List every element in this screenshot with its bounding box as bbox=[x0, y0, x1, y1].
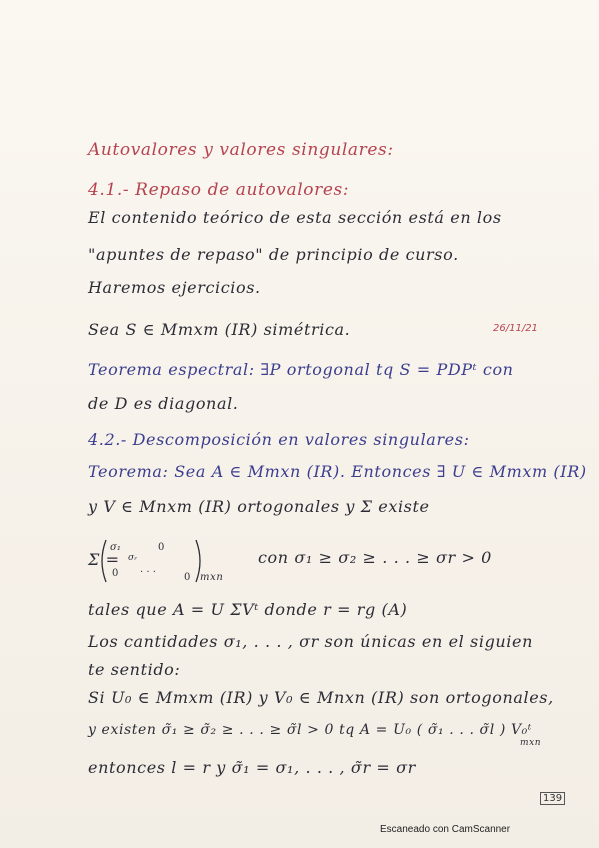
scanner-watermark: Escaneado con CamScanner bbox=[380, 824, 511, 835]
entonces-line: entonces l = r y σ̃₁ = σ₁, . . . , σ̃r = σr bbox=[88, 758, 416, 777]
tales-que-line: tales que A = U ΣVᵗ donde r = rg (A) bbox=[88, 600, 408, 619]
svg-text:. . .: . . . bbox=[140, 564, 156, 575]
paragraph-line-3: Haremos ejercicios. bbox=[88, 278, 261, 297]
svg-text:σ₁: σ₁ bbox=[110, 542, 121, 553]
uniqueness-line-1: Los cantidades σ₁, . . . , σr son únicas en el siguien bbox=[88, 632, 534, 651]
theorem-spectral-line-2: de D es diagonal. bbox=[88, 394, 239, 413]
page-title: Autovalores y valores singulares: bbox=[88, 140, 394, 160]
sea-statement: Sea S ∈ Mmxm (IR) simétrica. bbox=[88, 320, 351, 339]
sigma-condition: con σ₁ ≥ σ₂ ≥ . . . ≥ σr > 0 bbox=[258, 548, 492, 567]
page-number: 139 bbox=[540, 792, 565, 805]
si-line-1: Si U₀ ∈ Mmxm (IR) y V₀ ∈ Mnxn (IR) son ortogonales, bbox=[88, 688, 554, 707]
theorem-svd-line-2: y V ∈ Mnxm (IR) ortogonales y Σ existe bbox=[88, 497, 430, 516]
paragraph-line-1: El contenido teórico de esta sección está en los bbox=[88, 208, 502, 227]
sigma-dimension: mxn bbox=[200, 572, 224, 583]
si-line-2: y existen σ̃₁ ≥ σ̃₂ ≥ . . . ≥ σ̃l > 0 tq A = U₀ ( σ̃₁ . . . σ̃l ) V₀ᵗ bbox=[88, 722, 532, 738]
svg-text:0: 0 bbox=[184, 572, 191, 583]
section-heading-4-1: 4.1.- Repaso de autovalores: bbox=[88, 180, 350, 200]
date-stamp: 26/11/21 bbox=[493, 323, 538, 334]
sigma-label: Σ = bbox=[88, 550, 120, 569]
paragraph-line-2: "apuntes de repaso" de principio de curso. bbox=[88, 245, 459, 264]
section-heading-4-2: 4.2.- Descomposición en valores singulares: bbox=[88, 430, 470, 449]
si-line-2-dimension: mxn bbox=[520, 738, 542, 748]
uniqueness-line-2: te sentido: bbox=[88, 660, 181, 679]
svg-text:0: 0 bbox=[112, 568, 119, 579]
theorem-spectral-line-1: Teorema espectral: ∃P ortogonal tq S = PDPᵗ con bbox=[88, 360, 514, 379]
theorem-svd-line-1: Teorema: Sea A ∈ Mmxn (IR). Entonces ∃ U ∈ Mmxm (IR) bbox=[88, 462, 587, 481]
svg-text:σᵣ: σᵣ bbox=[128, 553, 138, 563]
svg-text:0: 0 bbox=[158, 542, 165, 553]
